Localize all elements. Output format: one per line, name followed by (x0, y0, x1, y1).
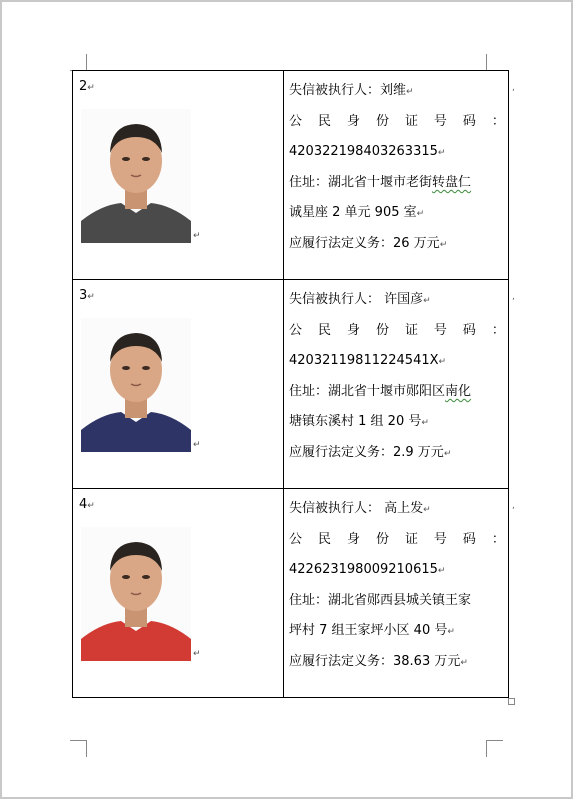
record-info (289, 285, 505, 469)
address-line-2: 塘镇东溪村 1 组 20 号↵ (289, 414, 429, 429)
record-row (73, 489, 509, 698)
paragraph-mark: ↵ (193, 231, 201, 241)
info-cell[interactable] (284, 489, 515, 698)
portrait-photo (81, 527, 191, 661)
record-info (289, 494, 505, 678)
id-label-line: 公 民 身 份 证 号 码 ： (289, 323, 505, 338)
end-of-row-mark: , (512, 292, 515, 302)
portrait-photo (81, 318, 191, 452)
records-table (72, 70, 515, 698)
page-edge-top (0, 0, 573, 2)
obligation-line: 应履行法定义务：26 万元↵ (289, 236, 448, 251)
id-number-line: 420322198403263315↵ (289, 144, 446, 159)
portrait-photo (81, 109, 191, 243)
paragraph-mark: ↵ (193, 440, 201, 450)
record-row (73, 71, 509, 280)
record-row (73, 280, 509, 489)
info-cell[interactable] (284, 71, 515, 280)
record-index: 4↵ (79, 497, 95, 512)
crop-mark-top-left (70, 54, 87, 71)
crop-mark-bottom-right (486, 740, 503, 757)
photo-cell[interactable] (73, 280, 284, 489)
debtor-name-line: 失信被执行人：刘维↵ (289, 83, 414, 98)
address-line-2: 诚星座 2 单元 905 室↵ (289, 205, 425, 220)
page-edge-left (0, 0, 2, 799)
crop-mark-top-right (486, 54, 503, 71)
paragraph-mark: ↵ (193, 649, 201, 659)
address-line-1: 住址：湖北省郧西县城关镇王家 (289, 593, 472, 608)
debtor-name-line: 失信被执行人： 许国彦↵ (289, 292, 431, 307)
id-label-line: 公 民 身 份 证 号 码 ： (289, 114, 505, 129)
end-of-row-mark: , (512, 501, 515, 511)
record-index: 2↵ (79, 79, 95, 94)
table-resize-handle[interactable] (508, 698, 515, 705)
end-of-row-mark: , (512, 83, 515, 93)
address-line-1: 住址：湖北省十堰市郧阳区南化 (289, 384, 472, 399)
id-number-line: 422623198009210615↵ (289, 562, 446, 577)
photo-cell[interactable] (73, 489, 284, 698)
photo-cell[interactable] (73, 71, 284, 280)
obligation-line: 应履行法定义务：38.63 万元↵ (289, 654, 468, 669)
record-index: 3↵ (79, 288, 95, 303)
id-number-line: 42032119811224541X↵ (289, 353, 447, 368)
address-line-1: 住址：湖北省十堰市老街转盘仁 (289, 175, 472, 190)
debtor-name-line: 失信被执行人： 高上发↵ (289, 501, 431, 516)
crop-mark-bottom-left (70, 740, 87, 757)
obligation-line: 应履行法定义务：2.9 万元↵ (289, 445, 452, 460)
info-cell[interactable] (284, 280, 515, 489)
address-line-2: 坪村 7 组王家坪小区 40 号↵ (289, 623, 455, 638)
id-label-line: 公 民 身 份 证 号 码 ： (289, 532, 505, 547)
record-info (289, 76, 505, 260)
